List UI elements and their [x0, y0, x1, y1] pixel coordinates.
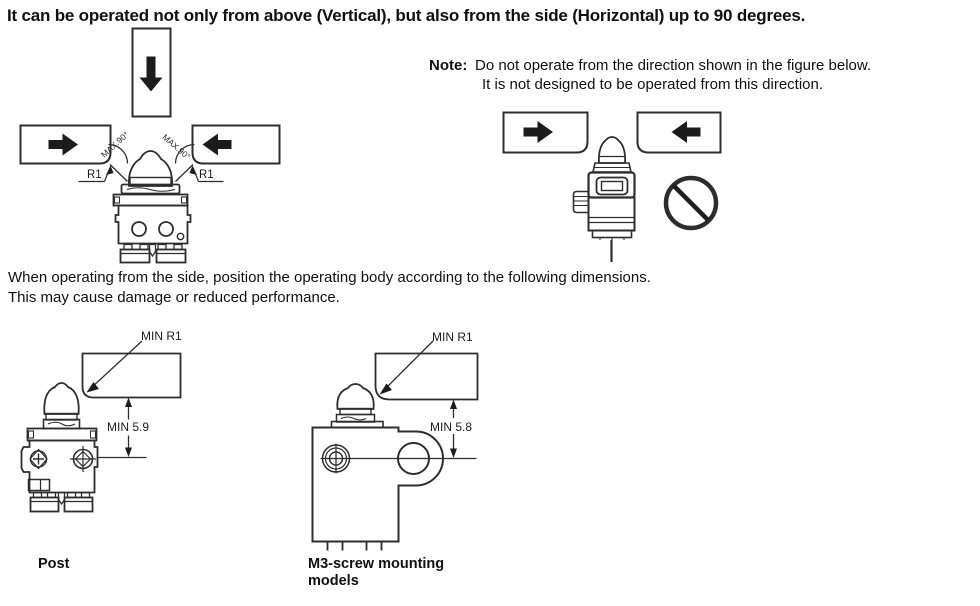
right-arrow-icon: [49, 134, 79, 156]
r1-label-right: R1: [199, 169, 214, 181]
paragraph-line2: This may cause damage or reduced performance.: [8, 289, 340, 306]
plunger-dome: [44, 383, 78, 414]
max90-label-left: MAX.90°: [99, 129, 131, 160]
paragraph-line1: When operating from the side, position the operating body according to the following dimensions.: [8, 269, 651, 286]
max90-label-right: MAX.90°: [160, 132, 193, 162]
operating-body: [376, 354, 478, 400]
min-r1-label-right: MIN R1: [432, 330, 473, 344]
min-59-label: MIN 5.9: [107, 420, 150, 434]
min-r1-leader: [91, 341, 142, 388]
m3-screw-dimension-diagram: [313, 341, 478, 551]
switch-body: [116, 206, 191, 244]
switch-front-view: [114, 151, 191, 263]
page-title: It can be operated not only from above (Vertical), but also from the side (Horizontal) up to 90 degrees.: [7, 6, 806, 25]
min-58-label: MIN 5.8: [430, 420, 473, 434]
left-arrow-icon: [672, 121, 701, 143]
side-terminal: [574, 192, 589, 213]
note-line2: It is not designed to be operated from this direction.: [482, 76, 824, 93]
switch-front-view-screws: [22, 383, 98, 512]
vertical-horizontal-operation-diagram: [21, 29, 280, 263]
right-screw-icon: [70, 446, 96, 472]
note-line1: Do not operate from the direction shown in the figure below.: [475, 57, 872, 74]
post-model-dimension-diagram: [22, 341, 181, 512]
caption-m3-line2: models: [308, 573, 359, 589]
terminal-pins: [328, 542, 382, 551]
switch-body-with-ear: [313, 428, 444, 542]
operating-body: [83, 354, 181, 398]
no-entry-icon: [666, 178, 716, 228]
caption-m3-line1: M3-screw mounting: [308, 556, 445, 572]
plunger-dome: [129, 151, 172, 186]
plunger-dome: [599, 137, 625, 163]
note-label: Note:: [429, 57, 468, 74]
left-screw-icon: [30, 450, 47, 469]
switch-side-view-m3: [313, 384, 444, 551]
min-r1-leader: [384, 341, 433, 390]
left-arrow-icon: [203, 134, 232, 156]
prohibited-direction-diagram: [504, 113, 721, 263]
caption-post: Post: [38, 556, 70, 572]
right-arrow-icon: [524, 121, 554, 143]
r1-label-left: R1: [87, 169, 102, 181]
down-arrow-icon: [140, 57, 163, 92]
switch-body: [22, 441, 98, 493]
min-r1-label-left: MIN R1: [141, 329, 182, 343]
switch-side-view: [574, 137, 635, 262]
plunger-dome: [337, 384, 373, 409]
